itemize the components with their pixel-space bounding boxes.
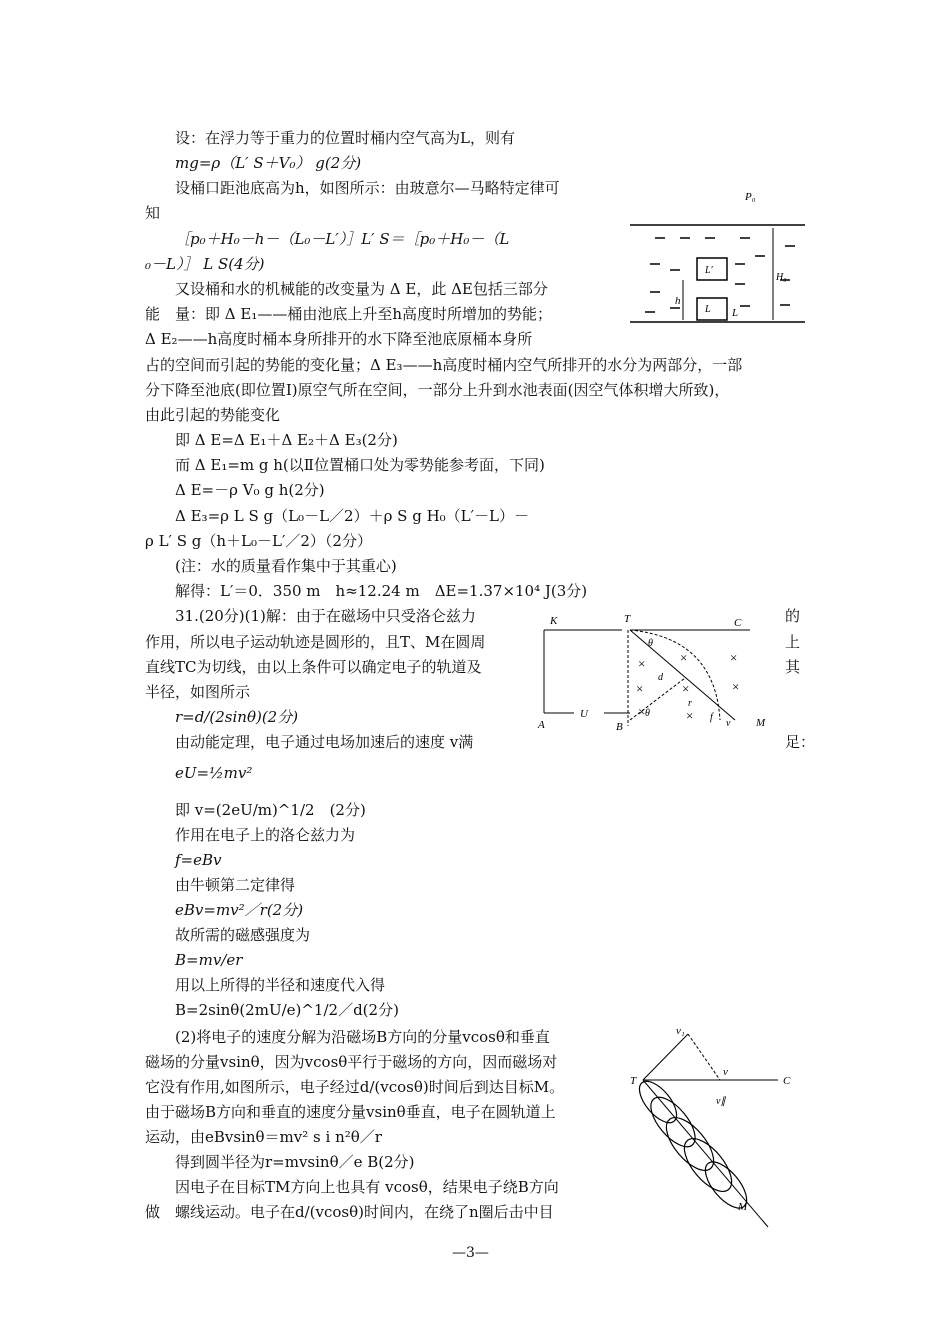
right-word: 上 (785, 633, 801, 651)
h-label: h (675, 295, 681, 307)
v3-label: v (723, 1066, 728, 1078)
v1-label: v₁ (676, 1025, 685, 1037)
text-line: ［p₀＋H₀－h－（L₀－L′）］L′ S＝［p₀＋H₀－（L (175, 230, 510, 248)
text-line: 作用在电子上的洛仑兹力为 (175, 826, 356, 844)
text-line: ρ L′ S g（h＋L₀－L′／2）（2分） (145, 532, 372, 550)
lp-label: L′ (705, 265, 713, 276)
m-label: M (756, 717, 766, 729)
text-line: 由牛顿第二定律得 (175, 876, 296, 894)
svg-text:×: × (730, 650, 738, 665)
h0-label: H₀ (776, 272, 787, 283)
svg-text:×: × (682, 681, 690, 696)
electron-path-figure (530, 608, 770, 738)
svg-text:×: × (680, 650, 688, 665)
text-line: 半径，如图所示 (145, 683, 251, 701)
vpar-label: v∥ (716, 1096, 726, 1107)
right-word: 的 (785, 607, 801, 625)
b-label: B (616, 721, 623, 733)
text-line: 又设桶和水的机械能的改变量为 Δ E，此 ΔE包括三部分 (175, 280, 548, 298)
text-line: Δ E₂——h高度时桶本身所排开的水下降至池底原桶本身所 (145, 330, 533, 348)
l-label: L (732, 307, 739, 319)
text-line: 做 螺线运动。电子在d/(vcosθ)时间内，在绕了n圈后击中目 (145, 1203, 554, 1221)
text-line: 设：在浮力等于重力的位置时桶内空气高为L，则有 (175, 129, 515, 147)
c-label: C (734, 617, 742, 629)
text-line: B=2sinθ(2mU/e)^1/2／d(2分) (175, 1001, 399, 1019)
svg-text:×: × (638, 704, 646, 719)
text-line: 得到圆半径为r=mvsinθ／e B(2分) (175, 1153, 415, 1171)
text-line: 磁场的分量vsinθ，因为vcosθ平行于磁场的方向，因而磁场对 (145, 1053, 558, 1071)
text-line: 31.(20分)(1)解：由于在磁场中只受洛仑兹力 (175, 607, 476, 625)
bucket-pool-figure (625, 180, 810, 330)
svg-text:×: × (732, 679, 740, 694)
text-line: (2)将电子的速度分解为沿磁场B方向的分量vcosθ和垂直 (175, 1028, 550, 1046)
text-line: 解得：L′＝0．350 m h≈12.24 m ΔE=1.37×10⁴ J(3分) (175, 582, 588, 600)
theta-label-2: θ (645, 708, 650, 719)
text-line: 因电子在目标TM方向上也具有 vcosθ，结果电子绕B方向 (175, 1178, 559, 1196)
spiral-figure (628, 1022, 798, 1237)
svg-text:×: × (638, 656, 646, 671)
page-number: —3— (452, 1245, 489, 1261)
t-label: T (624, 613, 631, 625)
d-label: d (658, 672, 663, 683)
text-line: 占的空间而引起的势能的变化量；Δ E₃——h高度时桶内空气所排开的水分为两部分，一部 (145, 356, 743, 374)
c3-label: C (783, 1075, 791, 1087)
text-line: 而 Δ E₁=m g h(以Ⅱ位置桶口处为零势能参考面，下同) (175, 456, 545, 474)
text-line: ₀－L）］ L S(4分) (145, 255, 265, 273)
p0-label: P₀ (745, 191, 756, 203)
text-line: mg=ρ（L′ S＋V₀） g(2分) (175, 154, 362, 172)
theta-label: θ (648, 638, 653, 649)
svg-text:×: × (686, 708, 694, 723)
text-line: B=mv/er (175, 951, 243, 969)
text-line: 由动能定理，电子通过电场加速后的速度 v满 (175, 733, 474, 751)
text-line: 直线TC为切线，由以上条件可以确定电子的轨道及 (145, 658, 482, 676)
text-line: 作用，所以电子运动轨迹是圆形的，且T、M在圆周 (145, 633, 486, 651)
v-label: v (726, 718, 731, 729)
text-line: f=eBv (175, 851, 222, 869)
text-line: Δ E₃=ρ L S g（L₀－L／2）＋ρ S g H₀（L′－L）－ (175, 507, 529, 525)
text-line: r=d/(2sinθ)(2分) (175, 708, 299, 726)
text-line: 知 (145, 204, 161, 222)
right-word: 足： (785, 733, 816, 751)
text-line: eBv=mv²／r(2分) (175, 901, 304, 919)
t3-label: T (630, 1075, 637, 1087)
text-line: 运动，由eBvsinθ＝mv² s i n²θ／r (145, 1128, 382, 1146)
m3-label: M (738, 1201, 748, 1213)
a-label: A (538, 719, 545, 731)
text-line: 由于磁场B方向和垂直的速度分量vsinθ垂直，电子在圆轨道上 (145, 1103, 556, 1121)
text-line: 即 v=(2eU/m)^1/2 (2分) (175, 801, 366, 819)
svg-text:×: × (636, 681, 644, 696)
text-line: 由此引起的势能变化 (145, 406, 281, 424)
u-label: U (580, 708, 588, 720)
text-line: 设桶口距池底高为h，如图所示：由玻意尔—马略特定律可 (175, 179, 560, 197)
text-line: Δ E=－ρ V₀ g h(2分) (175, 481, 325, 499)
text-line: 分下降至池底(即位置Ⅰ)原空气所在空间，一部分上升到水池表面(因空气体积增大所致)， (145, 381, 730, 399)
text-line: 故所需的磁感强度为 (175, 926, 311, 944)
bucket-l-label: L (705, 304, 711, 315)
right-word: 其 (785, 658, 801, 676)
text-line: eU=½mv² (175, 764, 253, 782)
k-label: K (550, 615, 558, 627)
text-line: 能 量：即 Δ E₁——桶由池底上升至h高度时所增加的势能； (145, 305, 552, 323)
text-line: 用以上所得的半径和速度代入得 (175, 976, 386, 994)
f-label: f (710, 712, 713, 723)
text-line: 它没有作用,如图所示，电子经过d/(vcosθ)时间后到达目标M。 (145, 1078, 565, 1096)
text-line: 即 Δ E=Δ E₁＋Δ E₂＋Δ E₃(2分) (175, 431, 398, 449)
text-line: (注：水的质量看作集中于其重心) (175, 557, 397, 575)
r-label: r (688, 698, 692, 709)
